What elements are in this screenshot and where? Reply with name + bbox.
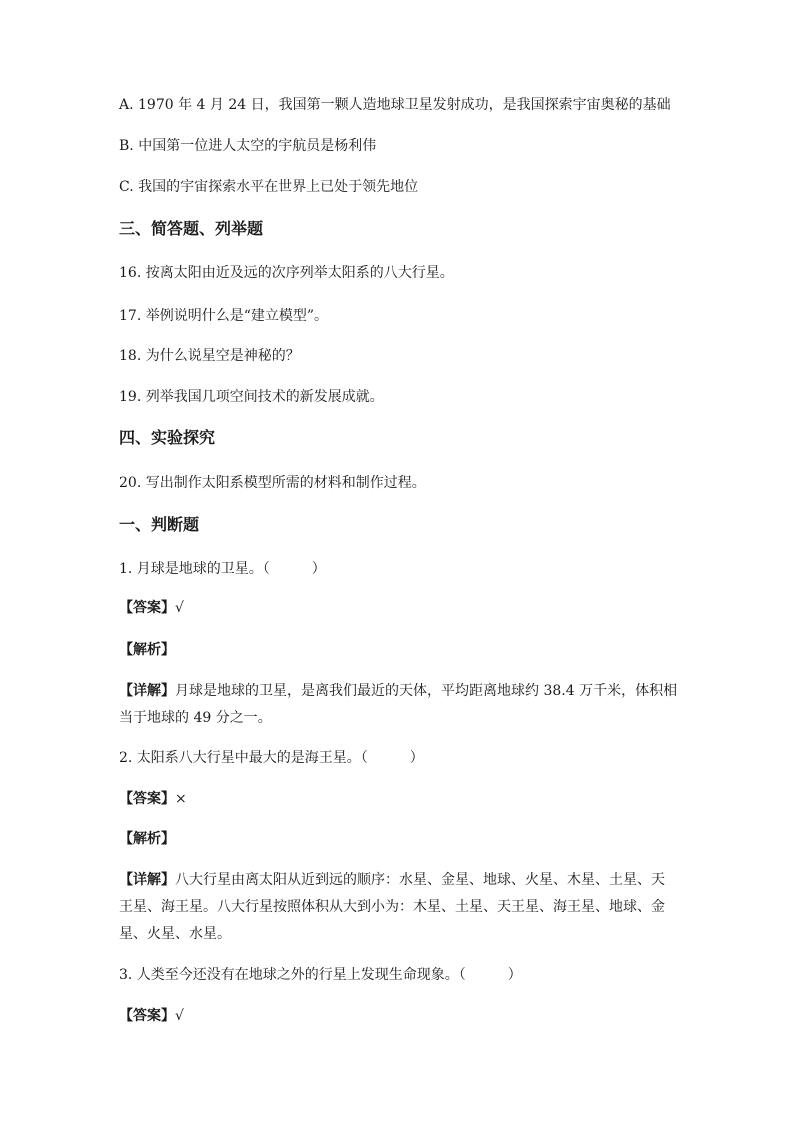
detail-text: 八大行星由离太阳从近到远的顺序：水星、金星、地球、火星、木星、土星、天 [175,872,665,888]
option-b: B. 中国第一位进人太空的宇航员是杨利伟 [119,138,377,154]
question-16: 16. 按离太阳由近及远的次序列举太阳系的八大行星。 [119,265,454,281]
question-2: 2. 太阳系八大行星中最大的是海王星。（ ） [119,750,424,766]
answer-value: √ [175,1008,184,1024]
answer-2 [119,789,187,809]
question-20: 20. 写出制作太阳系模型所需的材料和制作过程。 [119,475,426,491]
question-17: 17. 举例说明什么是“建立模型”。 [119,308,329,324]
answer-3 [119,1006,184,1026]
section-3-heading: 三、简答题、列举题 [119,219,264,238]
answer-value: √ [175,600,184,616]
section-4-heading: 四、实验探究 [119,428,216,447]
analysis-2: 【解析】 [119,831,175,847]
answer-value: × [175,791,187,807]
detail-tag: 【详解】 [119,683,175,699]
answer-tag: 【答案】 [119,1008,175,1024]
detail-2-line-1 [119,870,665,890]
detail-1-line-2: 当于地球的 49 分之一。 [119,710,272,726]
option-a: A. 1970 年 4 月 24 日，我国第一颗人造地球卫星发射成功，是我国探索宇宙奥秘的基础 [119,97,671,113]
detail-1-line-1 [119,681,677,701]
section-1-heading: 一、判断题 [119,515,200,534]
answer-tag: 【答案】 [119,600,175,616]
question-1: 1. 月球是地球的卫星。（ ） [119,561,326,577]
detail-tag: 【详解】 [119,872,175,888]
analysis-1: 【解析】 [119,642,175,658]
detail-2-line-2: 王星、海王星。八大行星按照体积从大到小为：木星、土星、天王星、海王星、地球、金 [119,899,665,915]
question-19: 19. 列举我国几项空间技术的新发展成就。 [119,389,384,405]
question-18: 18. 为什么说星空是神秘的？ [119,348,300,364]
detail-2-line-3: 星、火星、水星。 [119,926,231,942]
answer-tag: 【答案】 [119,791,175,807]
answer-1 [119,598,184,618]
option-c: C. 我国的宇宙探索水平在世界上已处于领先地位 [119,179,419,195]
question-3: 3. 人类至今还没有在地球之外的行星上发现生命现象。（ ） [119,967,522,983]
detail-text: 月球是地球的卫星，是离我们最近的天体，平均距离地球约 38.4 万千米，体积相 [175,683,678,699]
